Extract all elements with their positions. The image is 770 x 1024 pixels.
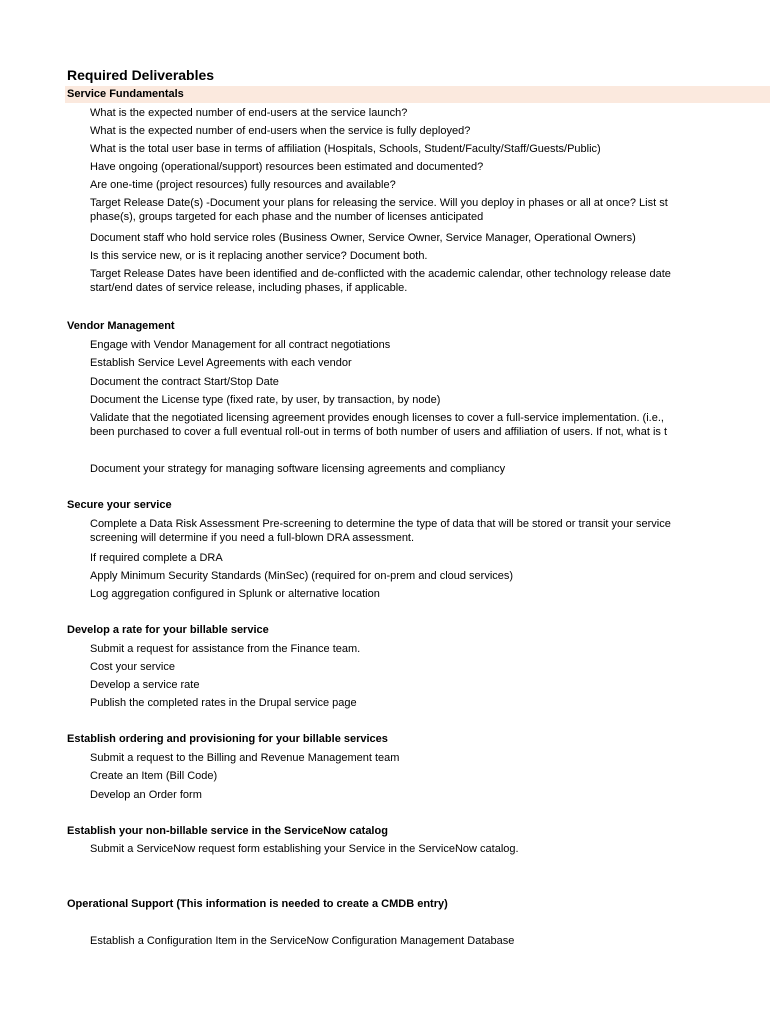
deliverable-item-line: Document the License type (fixed rate, by user, by transaction, by node) (90, 394, 441, 406)
deliverable-item (90, 338, 390, 352)
deliverable-item-line: Document your strategy for managing software licensing agreements and compliancy (90, 463, 506, 475)
deliverable-item-line: Target Release Dates have been identified and de-conflicted with the academic calendar, other technology release date (90, 268, 671, 280)
section-heading: Establish your non-billable service in the ServiceNow catalog (67, 825, 388, 837)
deliverable-item-line: Document staff who hold service roles (Business Owner, Service Owner, Service Manager, Operational Owners) (90, 232, 636, 244)
deliverable-item-line: been purchased to cover a full eventual roll-out in terms of both number of users and affiliation of users. If not, what is t (90, 426, 668, 438)
deliverable-item-line: Submit a request to the Billing and Revenue Management team (90, 752, 400, 764)
deliverable-item (90, 587, 380, 601)
deliverable-item (90, 267, 671, 295)
deliverable-item-line: Apply Minimum Security Standards (MinSec) (required for on-prem and cloud services) (90, 570, 514, 582)
deliverable-item-line: Create an Item (Bill Code) (90, 770, 218, 782)
deliverable-item (90, 124, 470, 138)
deliverable-item-line: Have ongoing (operational/support) resources been estimated and documented? (90, 161, 484, 173)
deliverable-item-line: screening will determine if you need a full-blown DRA assessment. (90, 532, 415, 544)
deliverable-item-line: Submit a request for assistance from the Finance team. (90, 643, 361, 655)
deliverable-item (90, 375, 279, 389)
section-heading: Service Fundamentals (67, 88, 184, 100)
section-heading: Develop a rate for your billable service (67, 624, 269, 636)
page-title: Required Deliverables (67, 67, 215, 83)
deliverable-item (90, 569, 513, 583)
deliverable-item (90, 142, 601, 156)
deliverable-item (90, 769, 217, 783)
deliverable-item (90, 788, 202, 802)
deliverable-item (90, 196, 668, 224)
deliverable-item-line: phase(s), groups targeted for each phase and the number of licenses anticipated (90, 211, 484, 223)
deliverable-item (90, 842, 519, 856)
deliverable-item (90, 551, 223, 565)
deliverable-item (90, 642, 360, 656)
deliverable-item-line: What is the expected number of end-users at the service launch? (90, 107, 408, 119)
deliverable-item (90, 178, 396, 192)
deliverable-item-line: Document the contract Start/Stop Date (90, 376, 279, 388)
deliverable-item (90, 934, 514, 948)
deliverable-item-line: Validate that the negotiated licensing agreement provides enough licenses to cover a full-service implementation. (i.e., (90, 412, 664, 424)
section-heading: Establish ordering and provisioning for your billable services (67, 733, 388, 745)
deliverable-item (90, 231, 636, 245)
deliverable-item (90, 751, 399, 765)
section-heading: Vendor Management (67, 320, 175, 332)
section-heading: Operational Support (This information is needed to create a CMDB entry) (67, 898, 448, 910)
deliverable-item-line: Are one-time (project resources) fully resources and available? (90, 179, 396, 191)
deliverable-item-line: start/end dates of service release, including phases, if applicable. (90, 282, 408, 294)
deliverable-item-line: Is this service new, or is it replacing another service? Document both. (90, 250, 428, 262)
deliverable-item-line: Develop a service rate (90, 679, 200, 691)
deliverable-item-line: If required complete a DRA (90, 552, 223, 564)
deliverable-item-line: Publish the completed rates in the Drupal service page (90, 697, 357, 709)
deliverable-item-line: Establish a Configuration Item in the ServiceNow Configuration Management Database (90, 935, 515, 947)
deliverable-item (90, 106, 407, 120)
deliverable-item-line: What is the total user base in terms of affiliation (Hospitals, Schools, Student/Faculty/Staff/Guests/Public) (90, 143, 601, 155)
deliverable-item (90, 696, 357, 710)
deliverable-item-line: What is the expected number of end-users when the service is fully deployed? (90, 125, 471, 137)
deliverable-item (90, 356, 352, 370)
deliverable-item (90, 678, 199, 692)
deliverable-item-line: Establish Service Level Agreements with each vendor (90, 357, 352, 369)
deliverable-item-line: Log aggregation configured in Splunk or alternative location (90, 588, 380, 600)
deliverable-item-line: Engage with Vendor Management for all contract negotiations (90, 339, 391, 351)
deliverable-item-line: Cost your service (90, 661, 175, 673)
deliverable-item-line: Submit a ServiceNow request form establishing your Service in the ServiceNow catalog. (90, 843, 519, 855)
section-heading: Secure your service (67, 499, 172, 511)
deliverable-item (90, 393, 440, 407)
deliverable-item (90, 411, 667, 439)
deliverable-item (90, 462, 505, 476)
deliverable-item (90, 160, 483, 174)
deliverable-item-line: Complete a Data Risk Assessment Pre-screening to determine the type of data that will be stored or transit your service (90, 518, 671, 530)
deliverable-item (90, 517, 671, 545)
deliverable-item-line: Target Release Date(s) -Document your plans for releasing the service. Will you deploy in phases or all at once? List st (90, 197, 668, 209)
deliverable-item-line: Develop an Order form (90, 789, 202, 801)
deliverable-item (90, 249, 428, 263)
deliverable-item (90, 660, 175, 674)
